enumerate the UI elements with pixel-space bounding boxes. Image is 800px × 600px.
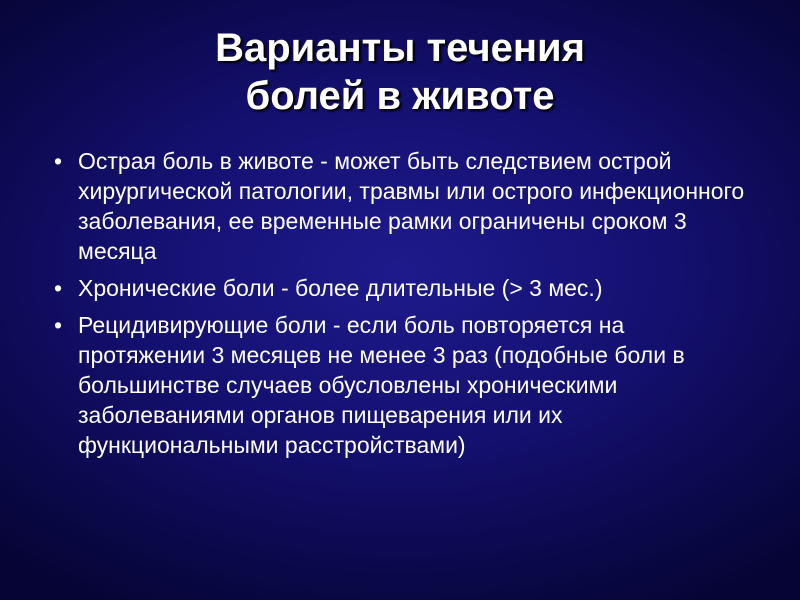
bullet-icon: • — [54, 312, 63, 338]
bullet-icon: • — [54, 275, 63, 301]
slide-title-line-2: болей в животе — [245, 74, 555, 118]
bullet-item-acute-pain — [50, 146, 750, 266]
bullet-item-recurrent-pain — [50, 310, 750, 460]
bullet-text: Рецидивирующие боли - если боль повторяется на протяжении 3 месяцев не менее 3 раз (подобные боли в большинстве случаев обусловлены хроническими заболеваниями органов пищеварения или их функциональными расстройствами) — [78, 312, 685, 458]
bullet-text: Острая боль в животе - может быть следствием острой хирургической патологии, травмы или острого инфекционного заболевания, ее временные рамки ограничены сроком 3 месяца — [78, 148, 745, 264]
bullet-list — [50, 146, 750, 467]
bullet-text: Хронические боли - более длительные (> 3 мес.) — [78, 275, 603, 301]
slide-title-line-1: Варианты течения — [215, 26, 585, 70]
bullet-icon: • — [54, 148, 63, 174]
bullet-item-chronic-pain — [50, 273, 750, 303]
slide-title — [0, 24, 800, 120]
